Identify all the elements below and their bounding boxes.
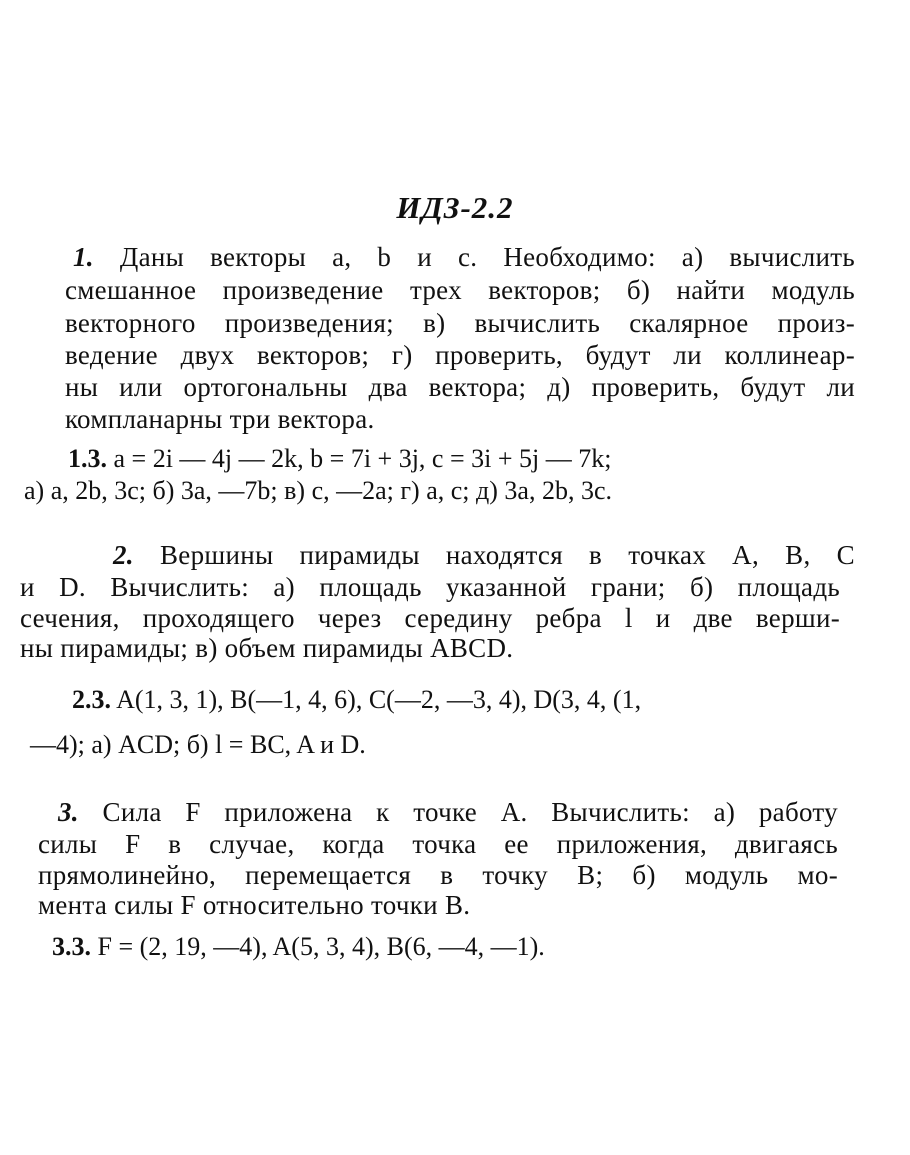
task1-line-1: 1. Даны векторы a, b и c. Необходимо: а) вычислить [73,242,855,272]
task2-variant-line-2: —4); а) ACD; б) l = BC, A и D. [30,730,366,759]
task1-line-3: векторного произведения; в) вычислить скалярное произ- [65,308,855,338]
task1-variant-line-1: 1.3. a = 2i — 4j — 2k, b = 7i + 3j, c = 3i + 5j — 7k; [68,444,612,473]
task2-line-4: ны пирамиды; в) объем пирамиды ABCD. [20,633,514,663]
task1-variant-line-2: а) a, 2b, 3c; б) 3a, —7b; в) c, —2a; г) a, c; д) 3a, 2b, 3c. [24,476,612,505]
task2-line-1: 2. Вершины пирамиды находятся в точках A, B, C [113,540,855,570]
task3-variant-label: 3.3. [52,932,91,961]
task1-line-6: компланарны три вектора. [65,404,375,434]
task1-line-5: ны или ортогональны два вектора; д) проверить, будут ли [65,372,855,402]
task3-line-1: 3. Сила F приложена к точке A. Вычислить: а) работу [58,797,838,827]
task1-number: 1. [73,242,94,272]
task3-variant-line-1: 3.3. F = (2, 19, —4), A(5, 3, 4), B(6, —4, —1). [52,932,545,961]
task2-variant-label: 2.3. [72,685,111,714]
task1-variant-label: 1.3. [68,444,107,473]
task1-line-2: смешанное произведение трех векторов; б) найти модуль [65,275,855,305]
task2-line-3: сечения, проходящего через середину ребра l и две верши- [20,603,840,633]
task1-line-4: ведение двух векторов; г) проверить, будут ли коллинеар- [65,340,855,370]
task2-variant-line-1: 2.3. A(1, 3, 1), B(—1, 4, 6), C(—2, —3, 4), D(3, 4, (1, [72,685,642,714]
task3-line-4: мента силы F относительно точки B. [38,890,471,920]
task2-line-2: и D. Вычислить: а) площадь указанной грани; б) площадь [20,572,840,602]
task3-number: 3. [58,797,79,827]
task3-line-2: силы F в случае, когда точка ее приложения, двигаясь [38,829,838,859]
page-title: ИДЗ-2.2 [396,190,514,225]
task2-number: 2. [113,540,134,570]
task3-line-3: прямолинейно, перемещается в точку B; б) модуль мо- [38,860,838,890]
